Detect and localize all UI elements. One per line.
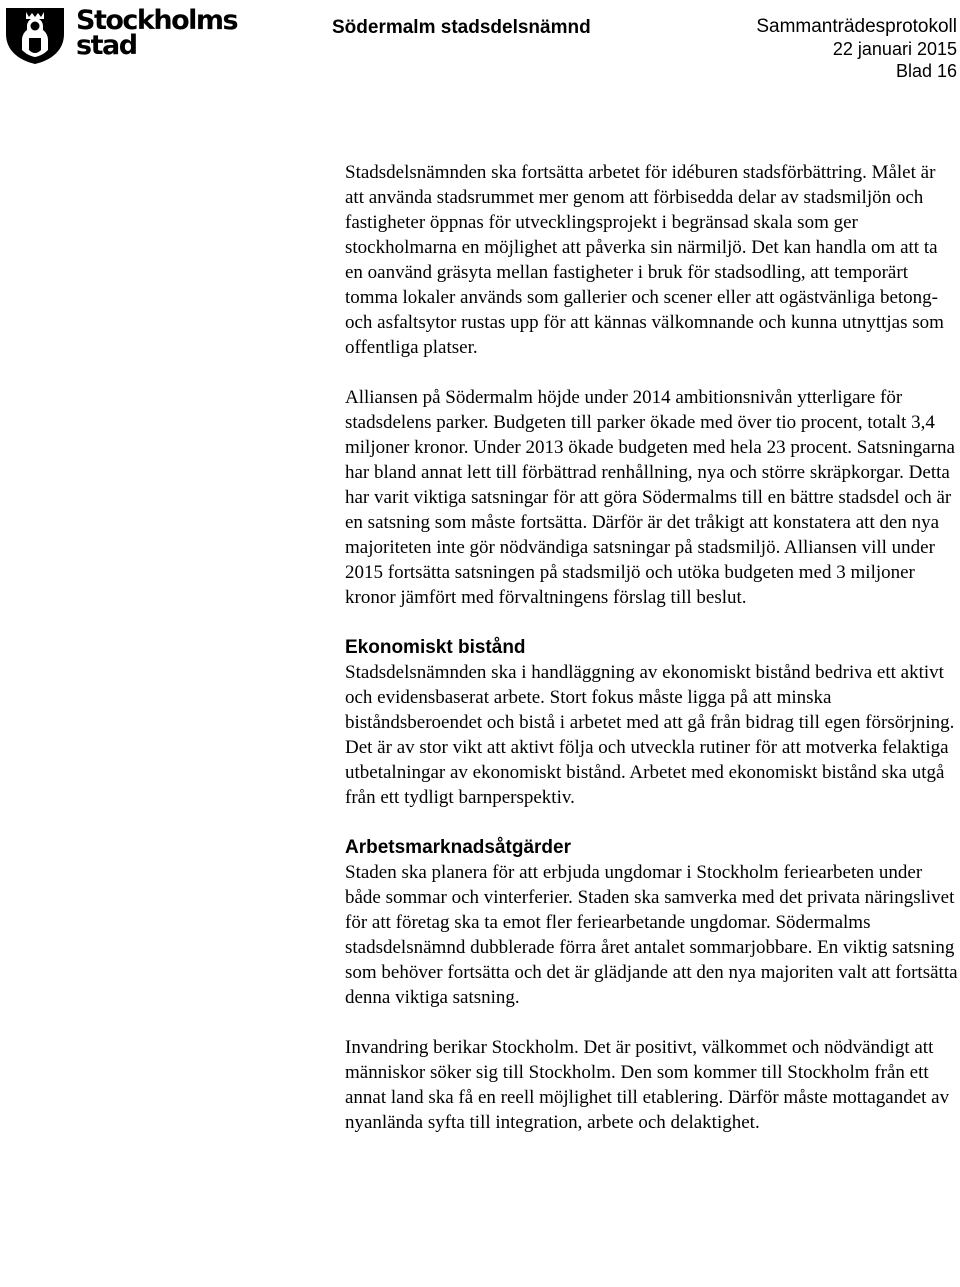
organization-name: Södermalm stadsdelsnämnd — [332, 17, 591, 38]
document-type: Sammanträdesprotokoll — [756, 16, 957, 37]
body-paragraph: Invandring berikar Stockholm. Det är positivt, välkommet och nödvändigt att människor söker sig till Stockholm. Den som kommer till Stockholm från ett annat land ska få en reell möjlighet till etablering. Därför måste mottagandet av nyanlända syfta till integration, arbete och delaktighet. — [345, 1037, 950, 1133]
body-paragraph: Staden ska planera för att erbjuda ungdomar i Stockholm feriearbeten under både sommar och vinterferier. Staden ska samverka med det privata näringslivet för att företag ska ta emot fler feriearbetande ungdomar. Södermalms stadsdelsnämnd dubblerade förra året antalet sommarjobbare. En viktig satsning som behöver fortsätta och det är glädjande att den nya majoriten valt att fortsätta denna viktiga satsning. — [345, 862, 958, 1008]
section-heading: Ekonomiskt bistånd — [345, 637, 526, 658]
logo-wordmark — [76, 5, 238, 61]
section-heading: Arbetsmarknadsåtgärder — [345, 837, 571, 858]
body-paragraph: Stadsdelsnämnden ska fortsätta arbetet för idéburen stadsförbättring. Målet är att använda stadsrummet mer genom att förbisedda delar av stadsmiljön och fastigheter öppnas för utvecklingsprojekt i begränsad skala som ger stockholmarna en möjlighet att påverka sin närmiljö. Det kan handla om att ta en oanvänd gräsyta mellan fastigheter i bruk för stadsodling, att temporärt tomma lokaler används som gallerier och scener eller att ogästvänliga betong- och asfaltsytor rustas upp för att kännas välkomnande och kunna utnyttjas som offentliga platser. — [345, 162, 944, 358]
city-shield-icon — [2, 4, 68, 66]
meeting-date: 22 januari 2015 — [832, 39, 957, 59]
page-number: Blad 16 — [895, 61, 957, 81]
page-header — [0, 0, 960, 90]
logo-line-1: Stockholms — [76, 5, 238, 36]
stockholms-stad-logo — [2, 4, 238, 66]
body-paragraph: Alliansen på Södermalm höjde under 2014 ambitionsnivån ytterligare för stadsdelens parker. Budgeten till parker ökade med över tio procent, totalt 3,4 miljoner kronor. Under 2013 ökade budgeten med hela 23 procent. Satsningarna har bland annat lett till förbättrad renhållning, nya och större skräpkorgar. Detta har varit viktiga satsningar för att göra Södermalms till en bättre stadsdel och är en satsning som måste fortsätta. Därför är det tråkigt att konstatera att den nya majoriteten inte gör nödvändiga satsningar på stadsmiljö. Alliansen vill under 2015 fortsätta satsningen på stadsmiljö och utöka budgeten med 3 miljoner kronor jämfört med förvaltningens förslag till beslut. — [345, 387, 955, 608]
header-meta — [756, 16, 957, 82]
logo-line-2: stad — [76, 30, 137, 61]
body-paragraph: Stadsdelsnämnden ska i handläggning av ekonomiskt bistånd bedriva ett aktivt och evidensbaserat arbete. Stort fokus måste ligga på att minska biståndsberoendet och bistå i arbetet med att gå från bidrag till egen försörjning. Det är av stor vikt att aktivt följa och utveckla rutiner för att motverka felaktiga utbetalningar av ekonomiskt bistånd. Arbetet med ekonomiskt bistånd ska utgå från ett tydligt barnperspektiv. — [345, 662, 955, 808]
document-body — [345, 160, 959, 1135]
